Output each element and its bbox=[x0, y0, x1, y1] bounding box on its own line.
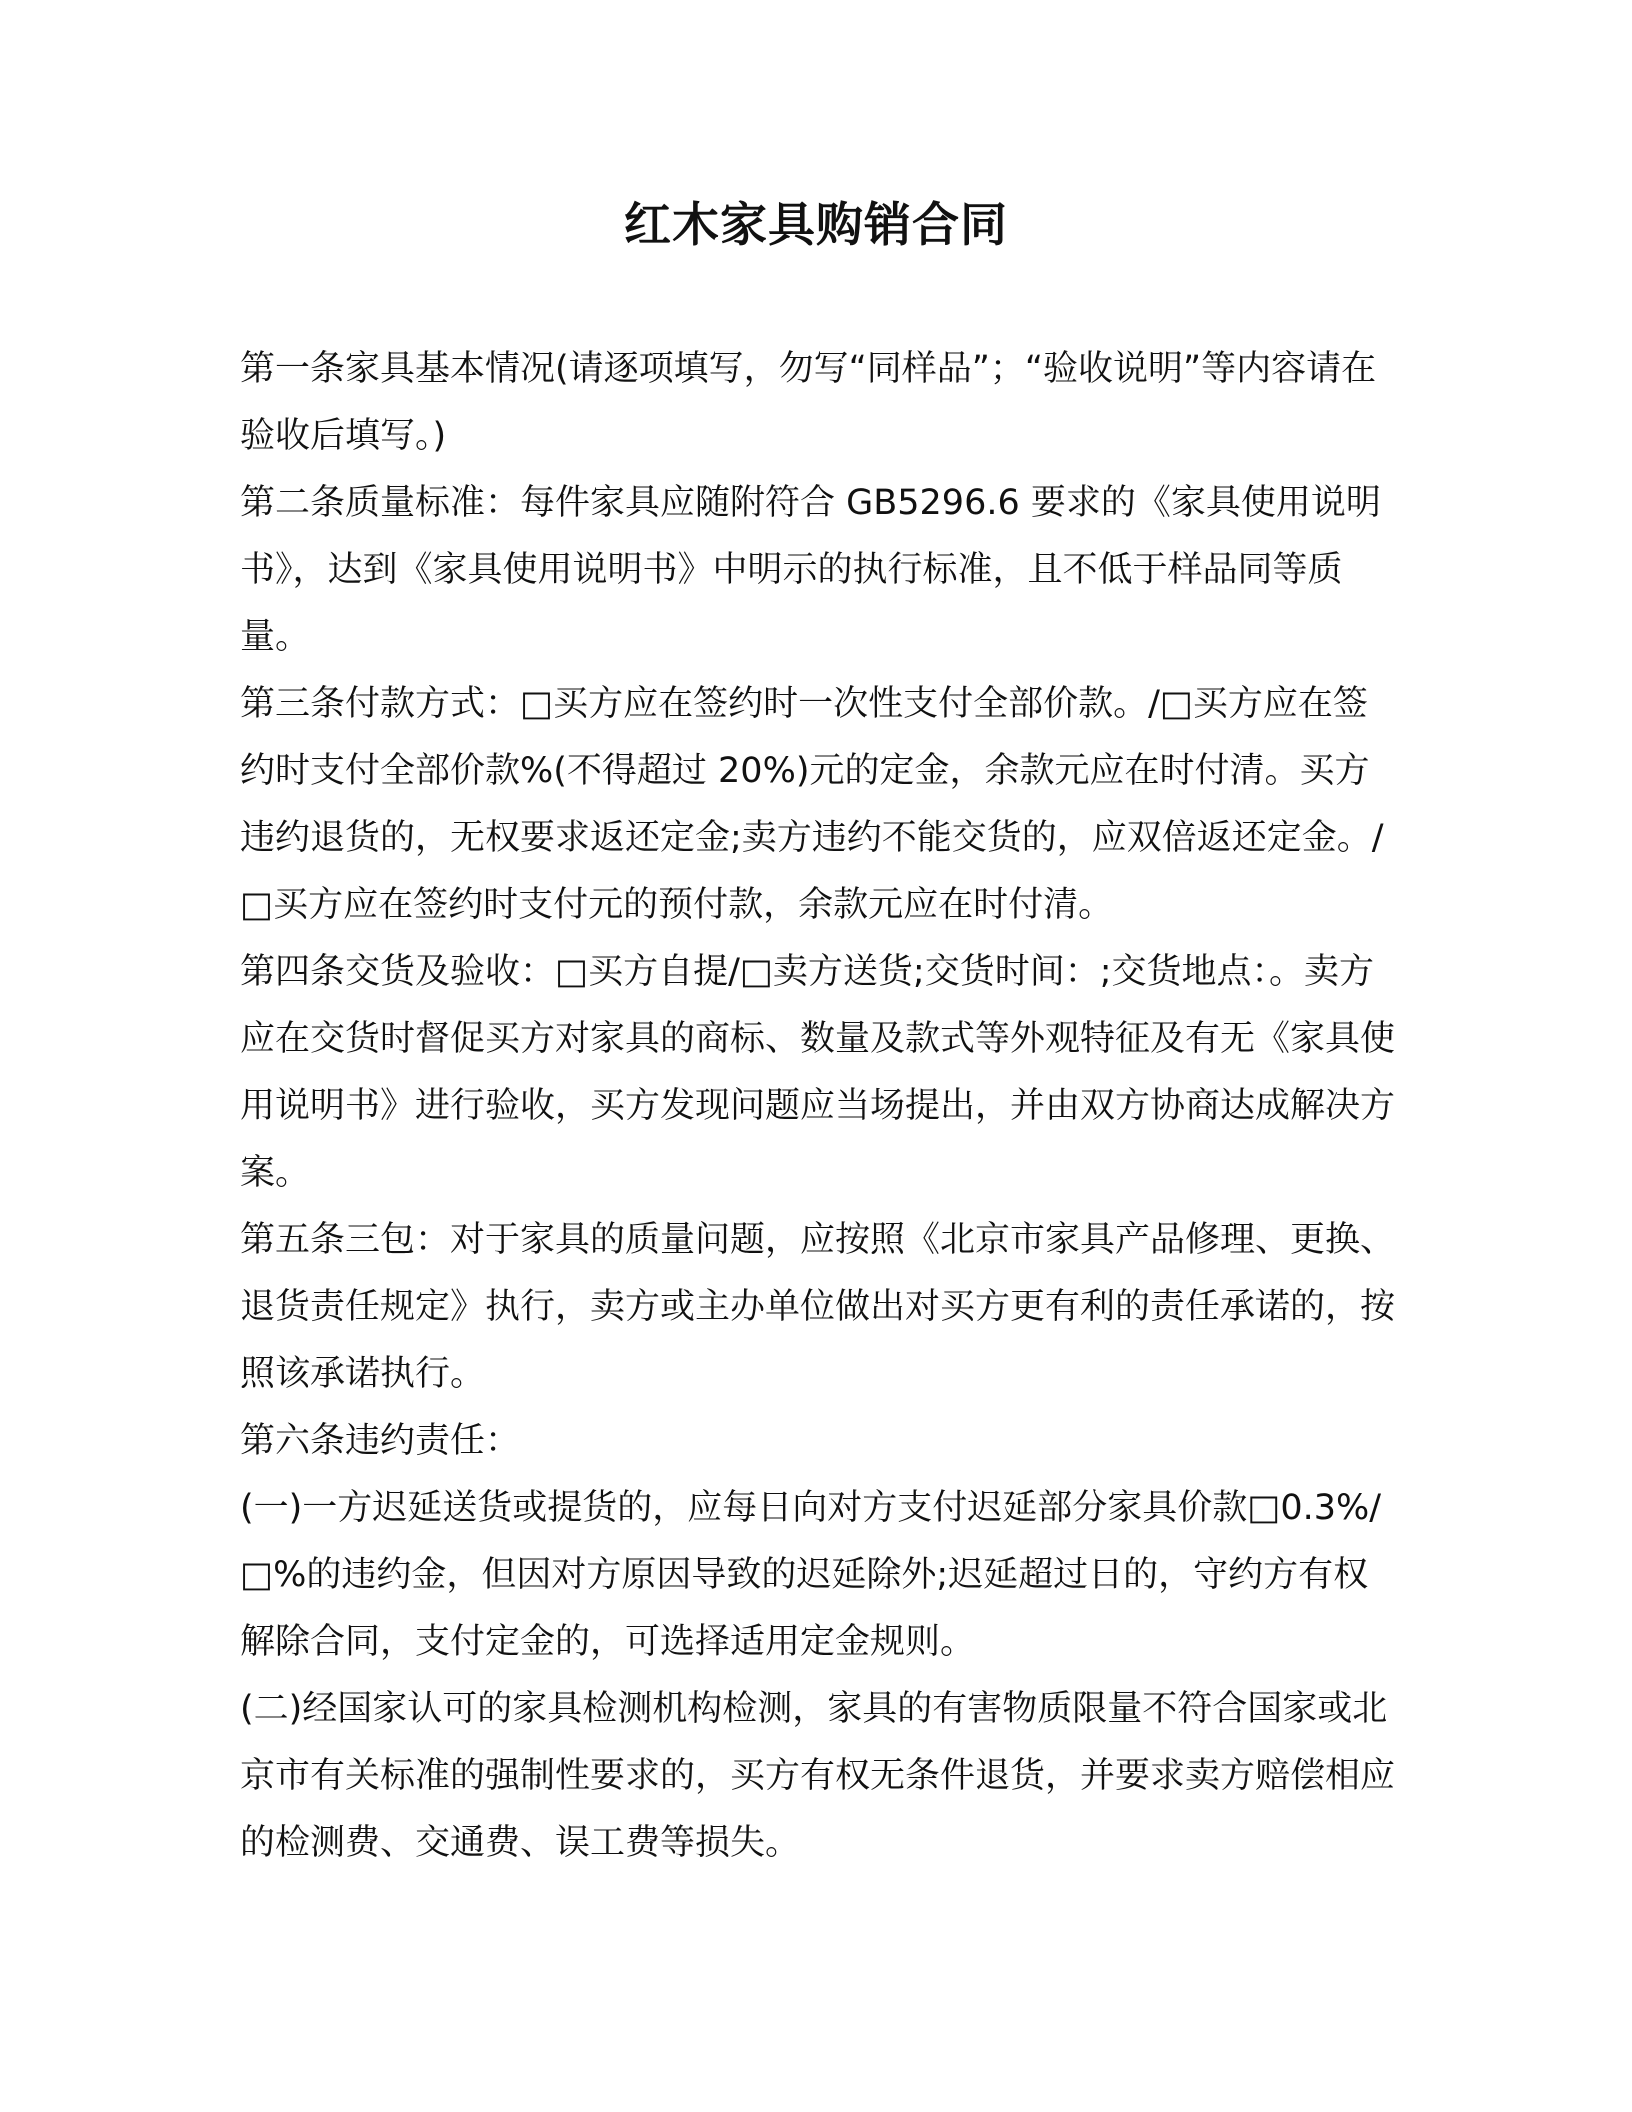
clause-3-paragraph: 第三条付款方式：□买方应在签约时一次性支付全部价款。/□买方应在签约时支付全部价款%(不得超过 20%)元的定金，余款元应在时付清。买方违约退货的，无权要求返还定金;卖方违约不能交货的，应双倍返还定金。/□买方应在签约时支付元的预付款，余款元应在时付清。 bbox=[240, 684, 1384, 925]
clause-5-paragraph: 第五条三包：对于家具的质量问题，应按照《北京市家具产品修理、更换、退货责任规定》执行，卖方或主办单位做出对买方更有利的责任承诺的，按照该承诺执行。 bbox=[240, 1220, 1396, 1394]
document-title: 红木家具购销合同 bbox=[624, 198, 1008, 253]
clause-4-paragraph: 第四条交货及验收：□买方自提/□卖方送货;交货时间：;交货地点：。卖方应在交货时督促买方对家具的商标、数量及款式等外观特征及有无《家具使用说明书》进行验收，买方发现问题应当场提出，并由双方协商达成解决方案。 bbox=[240, 952, 1396, 1193]
clause-6-item-1-paragraph: (一)一方迟延送货或提货的，应每日向对方支付迟延部分家具价款□0.3%/□%的违约金，但因对方原因导致的迟延除外;迟延超过日的，守约方有权解除合同，支付定金的，可选择适用定金规则。 bbox=[240, 1488, 1382, 1662]
clause-2-paragraph: 第二条质量标准：每件家具应随附符合 GB5296.6 要求的《家具使用说明书》，达到《家具使用说明书》中明示的执行标准，且不低于样品同等质量。 bbox=[240, 483, 1381, 657]
clause-1-paragraph: 第一条家具基本情况(请逐项填写，勿写“同样品”；“验收说明”等内容请在验收后填写。) bbox=[240, 349, 1377, 456]
clause-6-heading: 第六条违约责任： bbox=[240, 1421, 521, 1461]
clause-6-item-2-paragraph: (二)经国家认可的家具检测机构检测，家具的有害物质限量不符合国家或北京市有关标准的强制性要求的，买方有权无条件退货，并要求卖方赔偿相应的检测费、交通费、误工费等损失。 bbox=[240, 1689, 1396, 1863]
document-body bbox=[240, 336, 1400, 1877]
